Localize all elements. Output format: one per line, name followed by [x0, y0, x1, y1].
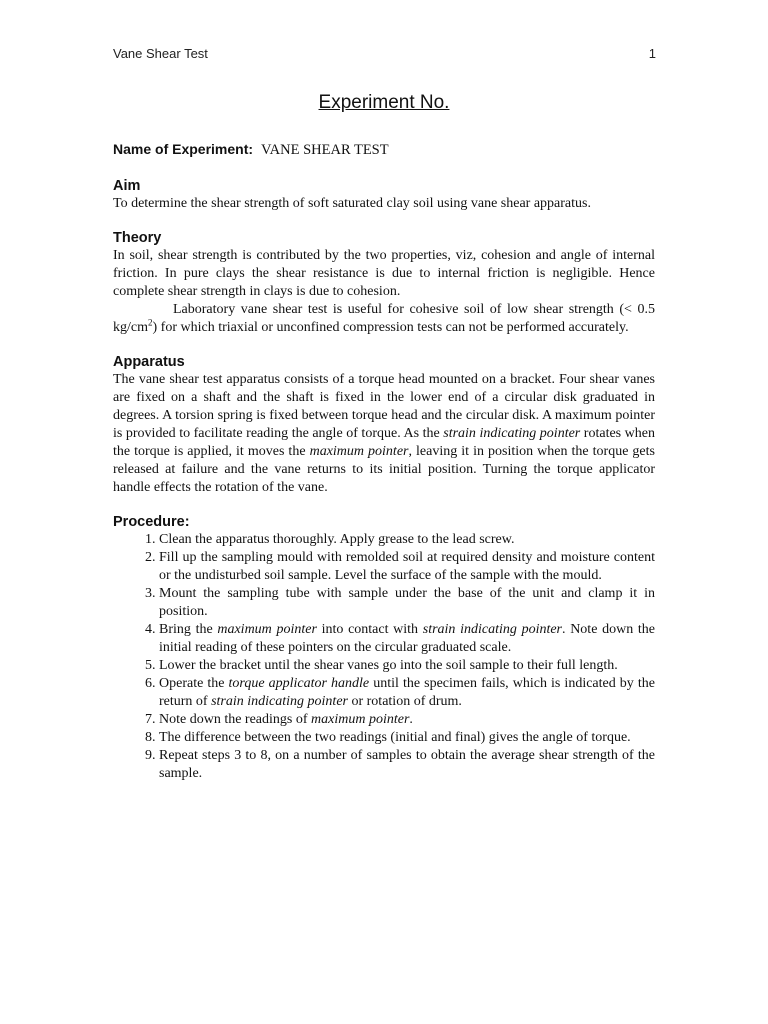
page-title: Experiment No.: [318, 92, 450, 113]
theory-paragraph-1: In soil, shear strength is contributed by the two properties, viz, cohesion and angle of internal friction. In pure clays the shear resistance is due to internal friction is negligible. Hence complete shear strength in clays is due to cohesion.: [113, 248, 655, 299]
procedure-section: [113, 513, 655, 783]
step-text: until the specimen fails, which is indicated by the return of: [159, 676, 655, 709]
aim-section: [113, 177, 655, 213]
step-italic: maximum pointer: [217, 622, 317, 637]
step-italic: strain indicating pointer: [422, 622, 563, 637]
apparatus-italic-2: maximum pointer: [309, 444, 409, 459]
apparatus-heading: Apparatus: [113, 354, 185, 370]
apparatus-italic-1: strain indicating pointer: [443, 426, 581, 441]
procedure-heading: Procedure:: [113, 514, 190, 530]
procedure-step: 5. Lower the bracket until the shear vanes go into the soil sample to their full length.: [159, 657, 655, 675]
procedure-list: [113, 531, 655, 783]
procedure-step: [159, 675, 655, 711]
theory-paragraph-2: [113, 301, 655, 337]
running-header: Vane Shear Test: [113, 46, 208, 61]
theory-p2-text-b: ) for which triaxial or unconfined compression tests can not be performed accurately.: [152, 320, 629, 335]
procedure-step: [159, 711, 655, 729]
apparatus-text-3: , leaving it in position when the torque gets released at failure and the vane returns to its initial position. Turning the torque applicator handle effects the rotation of the vane.: [113, 444, 655, 495]
theory-section: [113, 229, 655, 337]
step-text: .: [409, 712, 413, 727]
step-text: into contact with: [316, 622, 423, 637]
document-body: [113, 141, 655, 799]
aim-text: To determine the shear strength of soft saturated clay soil using vane shear apparatus.: [113, 196, 591, 211]
experiment-name-row: [113, 141, 655, 159]
theory-heading: Theory: [113, 230, 162, 246]
apparatus-section: [113, 353, 655, 497]
step-text: Note down the readings of: [159, 712, 312, 727]
procedure-step: 3. Mount the sampling tube with sample under the base of the unit and clamp it in position.: [159, 585, 655, 621]
experiment-name-label: Name of Experiment:: [113, 141, 254, 157]
procedure-step: [159, 621, 655, 657]
procedure-step: 1. Clean the apparatus thoroughly. Apply grease to the lead screw.: [159, 531, 655, 549]
apparatus-text-1: The vane shear test apparatus consists of a torque head mounted on a bracket. Four shear vanes are fixed on a shaft and the shaft is fixed in the lower end of a circular disk graduated in degrees. A torsion spring is fixed between torque head and the circular disk. A maximum pointer is provided to facilitate reading the angle of torque. As the: [113, 372, 655, 441]
apparatus-paragraph: [113, 371, 655, 497]
step-italic: torque applicator handle: [228, 676, 370, 691]
step-italic: strain indicating pointer: [211, 694, 348, 709]
procedure-step: 8. The difference between the two readings (initial and final) gives the angle of torque.: [159, 729, 655, 747]
apparatus-text-2: rotates when the torque is applied, it moves the: [113, 426, 655, 459]
step-text: or rotation of drum.: [347, 694, 462, 709]
procedure-step: 2. Fill up the sampling mould with remolded soil at required density and moisture content or the undisturbed soil sample. Level the surface of the sample with the mould.: [159, 549, 655, 585]
theory-p2-text-a: Laboratory vane shear test is useful for cohesive soil of low shear strength (< 0.5 kg/cm: [113, 302, 655, 335]
step-text: . Note down the initial reading of these pointers on the circular graduated scale.: [159, 622, 655, 655]
step-text: Bring the: [159, 622, 218, 637]
page-number: 1: [648, 46, 656, 61]
procedure-step: 9. Repeat steps 3 to 8, on a number of samples to obtain the average shear strength of the sample.: [159, 747, 655, 783]
theory-p2-superscript: 2: [148, 317, 153, 328]
aim-heading: Aim: [113, 178, 141, 194]
step-text: Operate the: [159, 676, 229, 691]
experiment-name-value: VANE SHEAR TEST: [261, 142, 389, 158]
step-italic: maximum pointer: [311, 712, 410, 727]
